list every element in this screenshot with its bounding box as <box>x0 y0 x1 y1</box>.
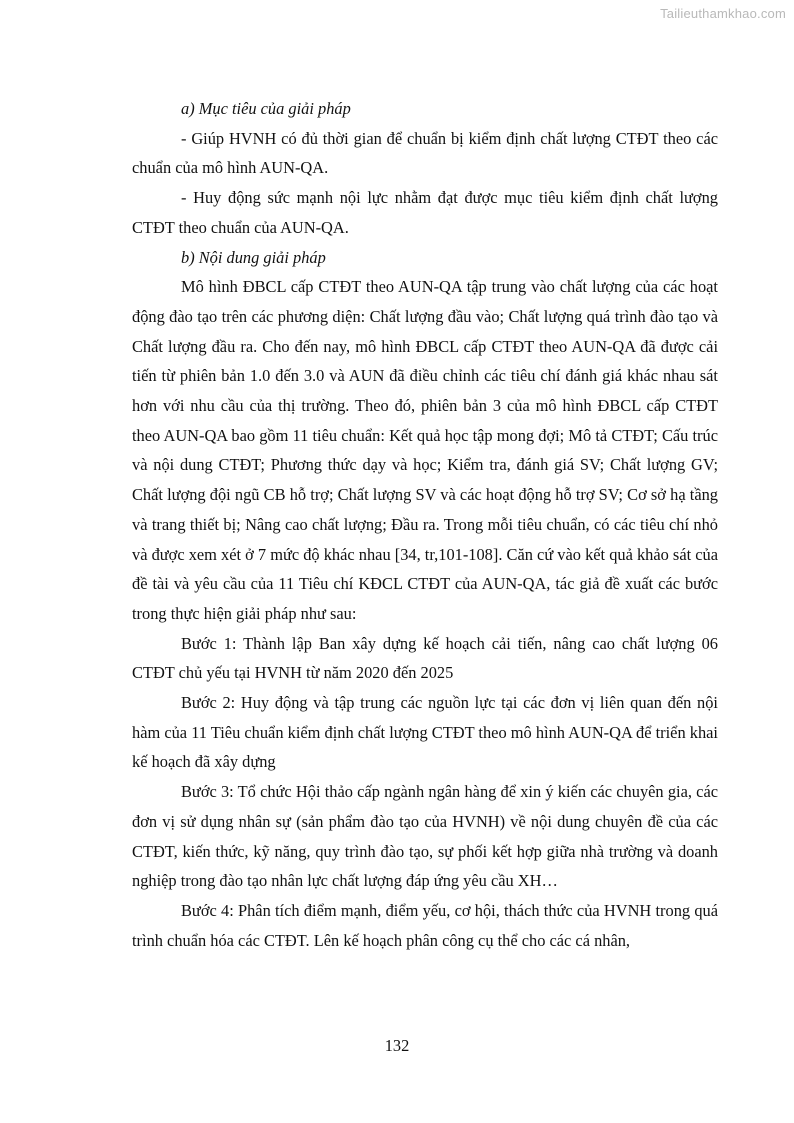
watermark-text: Tailieuthamkhao.com <box>660 6 786 21</box>
paragraph-aun-qa-model: Mô hình ĐBCL cấp CTĐT theo AUN-QA tập trung vào chất lượng của các hoạt động đào tạo trên các phương diện: Chất lượng đầu vào; Chất lượng quá trình đào tạo và Chất lượng đầu ra. Cho đến nay, mô hình ĐBCL cấp CTĐT theo AUN-QA đã được cải tiến từ phiên bản 1.0 đến 3.0 và AUN đã điều chỉnh các tiêu chí đánh giá khác nhau sát hơn với nhu cầu của thị trường. Theo đó, phiên bản 3 của mô hình ĐBCL cấp CTĐT theo AUN-QA bao gồm 11 tiêu chuẩn: Kết quả học tập mong đợi; Mô tả CTĐT; Cấu trúc và nội dung CTĐT; Phương thức dạy và học; Kiểm tra, đánh giá SV; Chất lượng GV; Chất lượng đội ngũ CB hỗ trợ; Chất lượng SV và các hoạt động hỗ trợ SV; Cơ sở hạ tầng và trang thiết bị; Nâng cao chất lượng; Đầu ra. Trong mỗi tiêu chuẩn, có các tiêu chí nhỏ và được xem xét ở 7 mức độ khác nhau [34, tr,101-108]. Căn cứ vào kết quả khảo sát của đề tài và yêu cầu của 11 Tiêu chí KĐCL CTĐT của AUN-QA, tác giả đề xuất các bước trong thực hiện giải pháp như sau: <box>132 277 718 623</box>
document-body <box>132 94 718 955</box>
paragraph-step-1: Bước 1: Thành lập Ban xây dựng kế hoạch cải tiến, nâng cao chất lượng 06 CTĐT chủ yếu tại HVNH từ năm 2020 đến 2025 <box>132 633 718 683</box>
paragraph-objective-2: - Huy động sức mạnh nội lực nhằm đạt được mục tiêu kiểm định chất lượng CTĐT theo chuẩn của AUN-QA. <box>132 188 718 237</box>
paragraph-step-4: Bước 4: Phân tích điểm mạnh, điểm yếu, cơ hội, thách thức của HVNH trong quá trình chuẩn hóa các CTĐT. Lên kế hoạch phân công cụ thể cho các cá nhân, <box>132 900 718 950</box>
section-heading-content: b) Nội dung giải pháp <box>181 247 326 267</box>
page-number: 132 <box>384 1036 410 1055</box>
paragraph-objective-1: - Giúp HVNH có đủ thời gian để chuẩn bị kiểm định chất lượng CTĐT theo các chuẩn của mô hình AUN-QA. <box>132 128 718 178</box>
paragraph-step-3: Bước 3: Tổ chức Hội thảo cấp ngành ngân hàng để xin ý kiến các chuyên gia, các đơn vị sử dụng nhân sự (sản phẩm đào tạo của HVNH) về nội dung chuyên đề của các CTĐT, kiến thức, kỹ năng, quy trình đào tạo, sự phối kết hợp giữa nhà trường và doanh nghiệp trong đào tạo nhân lực chất lượng đáp ứng yêu cầu XH… <box>132 782 718 891</box>
paragraph-step-2: Bước 2: Huy động và tập trung các nguồn lực tại các đơn vị liên quan đến nội hàm của 11 Tiêu chuẩn kiểm định chất lượng CTĐT theo mô hình AUN-QA để triển khai kế hoạch đã xây dựng <box>132 693 718 772</box>
section-heading-objectives: a) Mục tiêu của giải pháp <box>181 99 351 118</box>
